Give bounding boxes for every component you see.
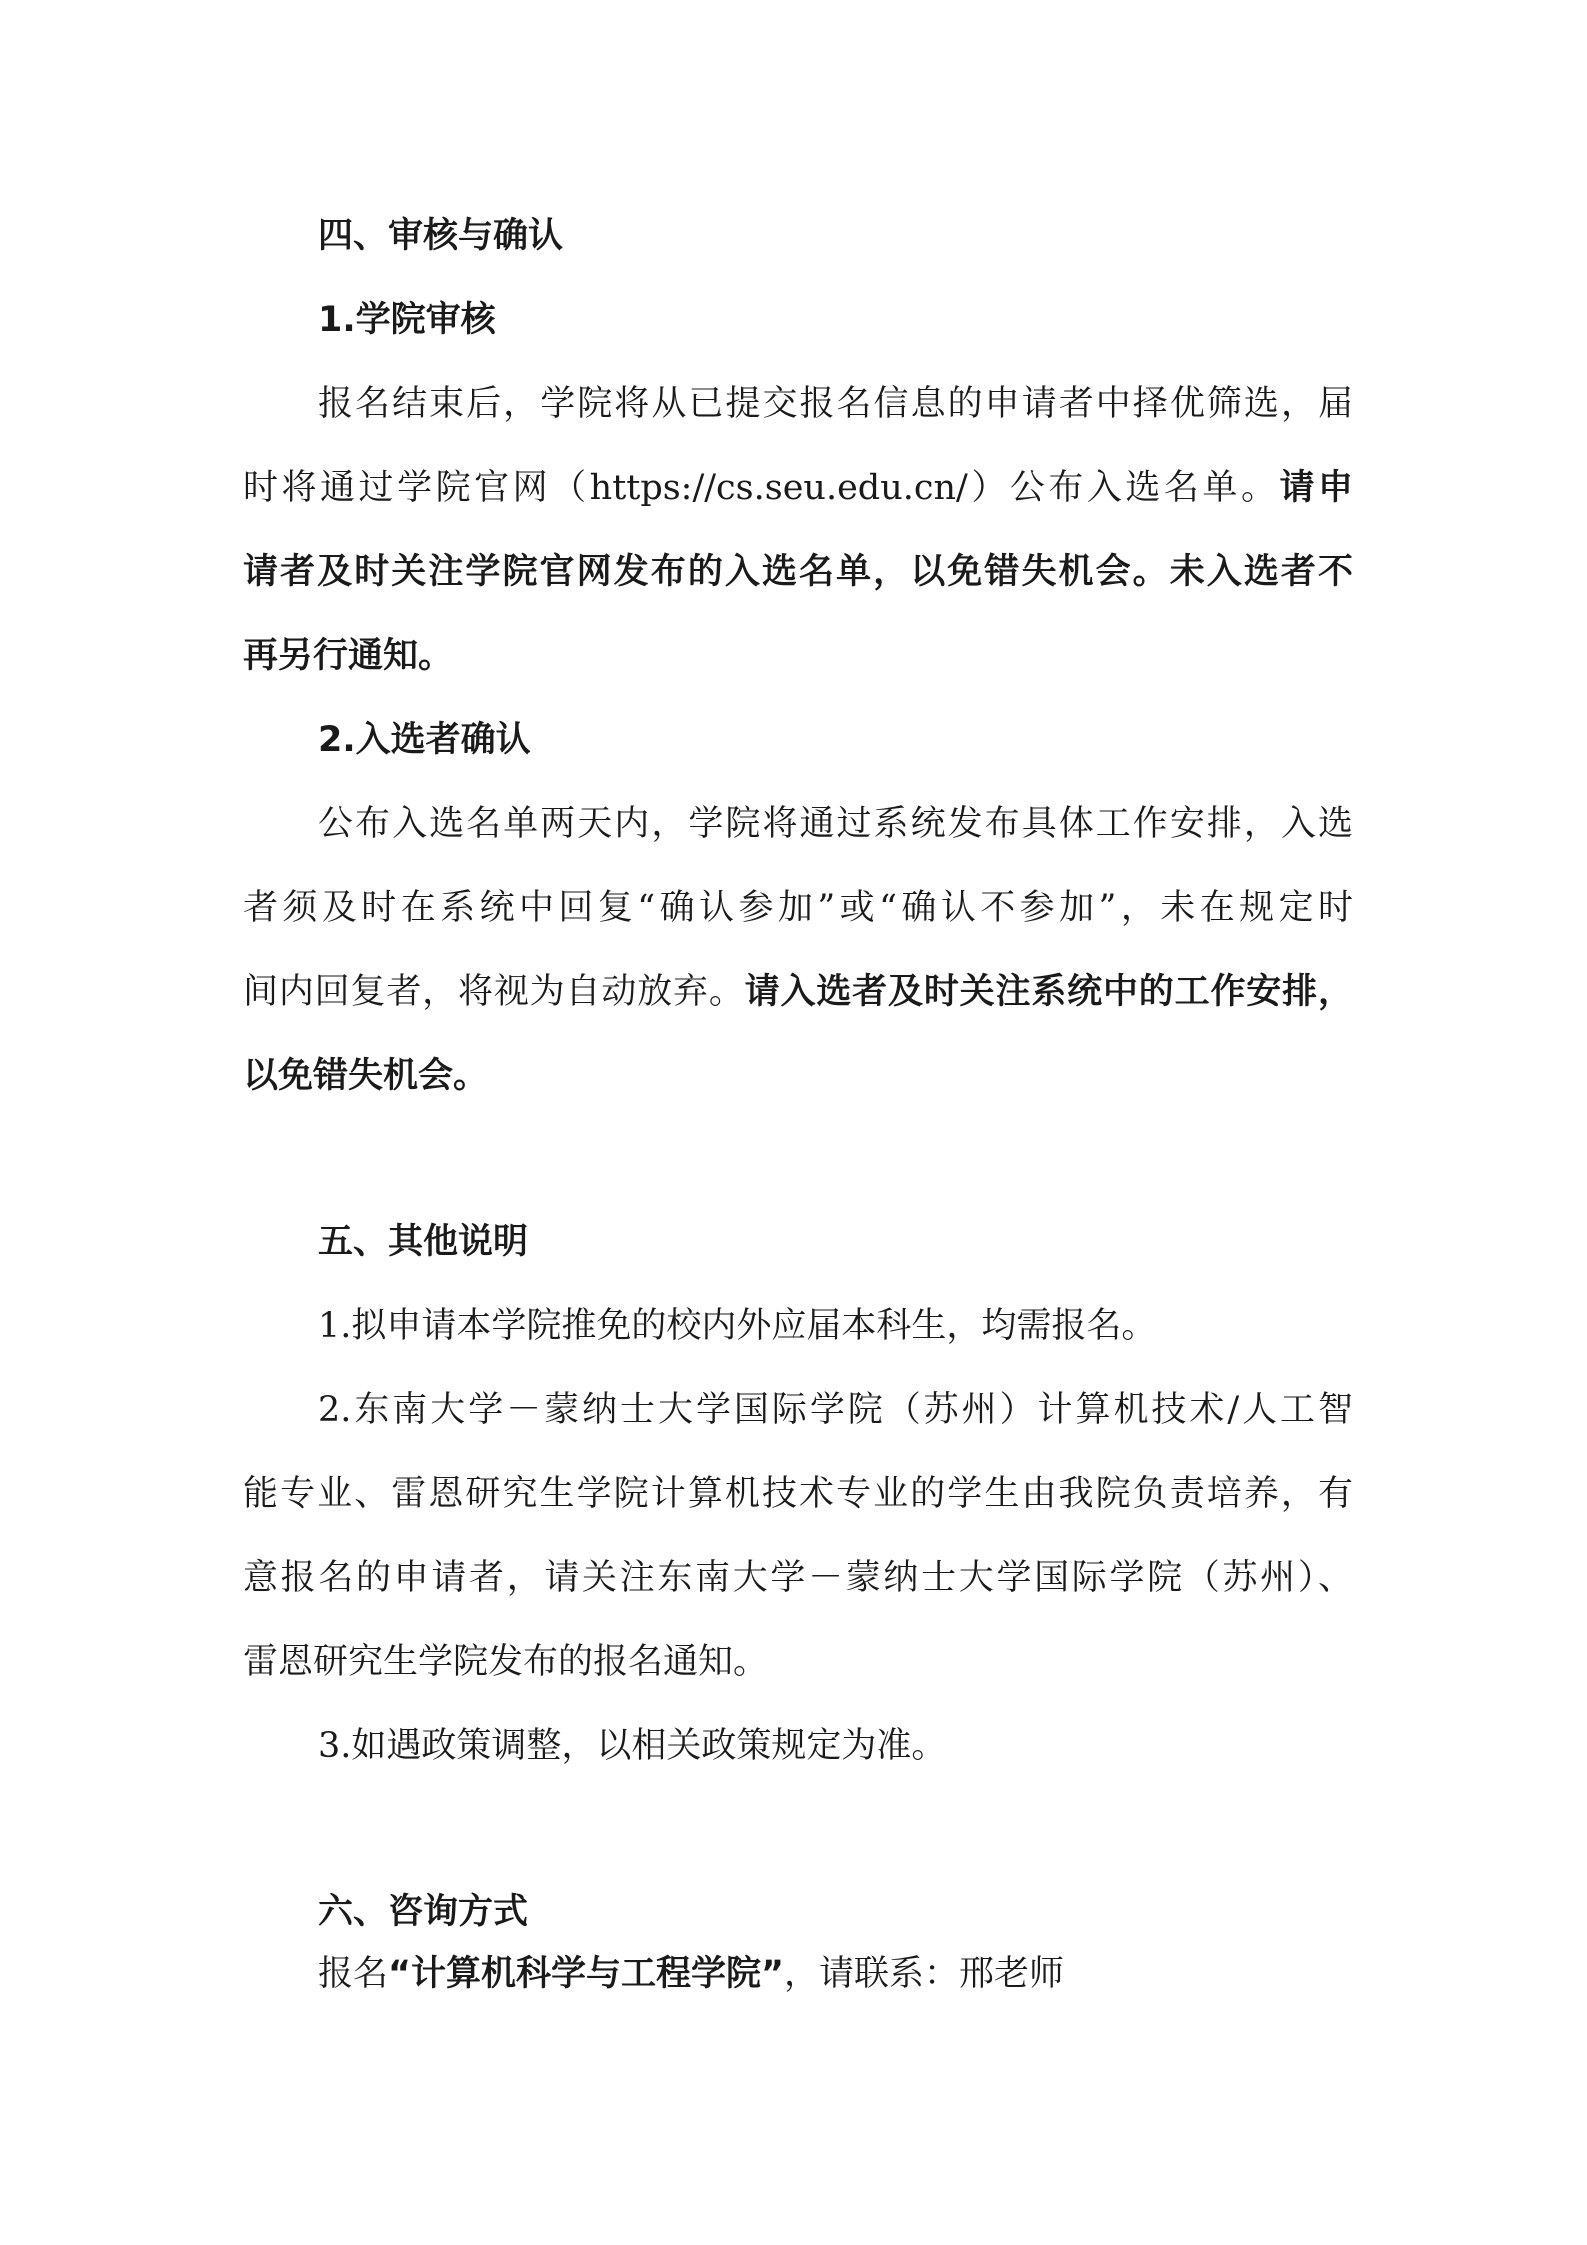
section-5-item-3: 3.如遇政策调整，以相关政策规定为准。 xyxy=(318,1726,947,1766)
section-5-item-1: 1.拟申请本学院推免的校内外应届本科生，均需报名。 xyxy=(318,1306,1157,1346)
contact-college-name: “计算机科学与工程学院” xyxy=(388,1954,785,1994)
section-4-1-paragraph-line-4: 再另行通知。 xyxy=(243,636,454,676)
section-4-1-text: 时将通过学院官网（https://cs.seu.edu.cn/）公布入选名单。 xyxy=(243,468,1280,508)
section-4-1-paragraph-line-2 xyxy=(243,466,1353,510)
section-4-2-text: 间内回复者，将视为自动放弃。 xyxy=(243,972,745,1012)
section-4-1-bold-text: 请申 xyxy=(1279,468,1353,508)
section-4-2-paragraph-line-4: 以免错失机会。 xyxy=(243,1056,489,1096)
section-4-2-paragraph-line-2: 者须及时在系统中回复“确认参加”或“确认不参加”，未在规定时 xyxy=(243,888,1353,928)
section-5-item-2-line-1: 2.东南大学－蒙纳士大学国际学院（苏州）计算机技术/人工智 xyxy=(318,1390,1353,1430)
section-5-item-2-line-3: 意报名的申请者，请关注东南大学－蒙纳士大学国际学院（苏州）、 xyxy=(243,1558,1353,1598)
section-5-heading: 五、其他说明 xyxy=(318,1222,529,1262)
section-4-1-paragraph-line-3: 请者及时关注学院官网发布的入选名单，以免错失机会。未入选者不 xyxy=(243,552,1353,592)
section-4-2-title: 2.入选者确认 xyxy=(318,720,531,760)
section-4-2-bold-text: 请入选者及时关注系统中的工作安排， xyxy=(744,972,1353,1012)
section-6-heading: 六、咨询方式 xyxy=(318,1892,529,1932)
section-4-1-title: 1.学院审核 xyxy=(318,300,496,340)
section-5-item-2-line-2: 能专业、雷恩研究生学院计算机技术专业的学生由我院负责培养，有 xyxy=(243,1474,1353,1514)
contact-prefix: 报名 xyxy=(318,1954,389,1994)
section-4-heading: 四、审核与确认 xyxy=(318,216,564,256)
section-5-item-2-line-4: 雷恩研究生学院发布的报名通知。 xyxy=(243,1642,769,1682)
section-4-2-paragraph-line-3 xyxy=(243,970,1353,1014)
section-4-1-paragraph-line-1: 报名结束后，学院将从已提交报名信息的申请者中择优筛选，届 xyxy=(318,384,1353,424)
section-4-2-paragraph-line-1: 公布入选名单两天内，学院将通过系统发布具体工作安排，入选 xyxy=(318,804,1353,844)
contact-suffix: ，请联系：邢老师 xyxy=(784,1954,1065,1994)
section-6-contact-line xyxy=(318,1952,1353,1996)
